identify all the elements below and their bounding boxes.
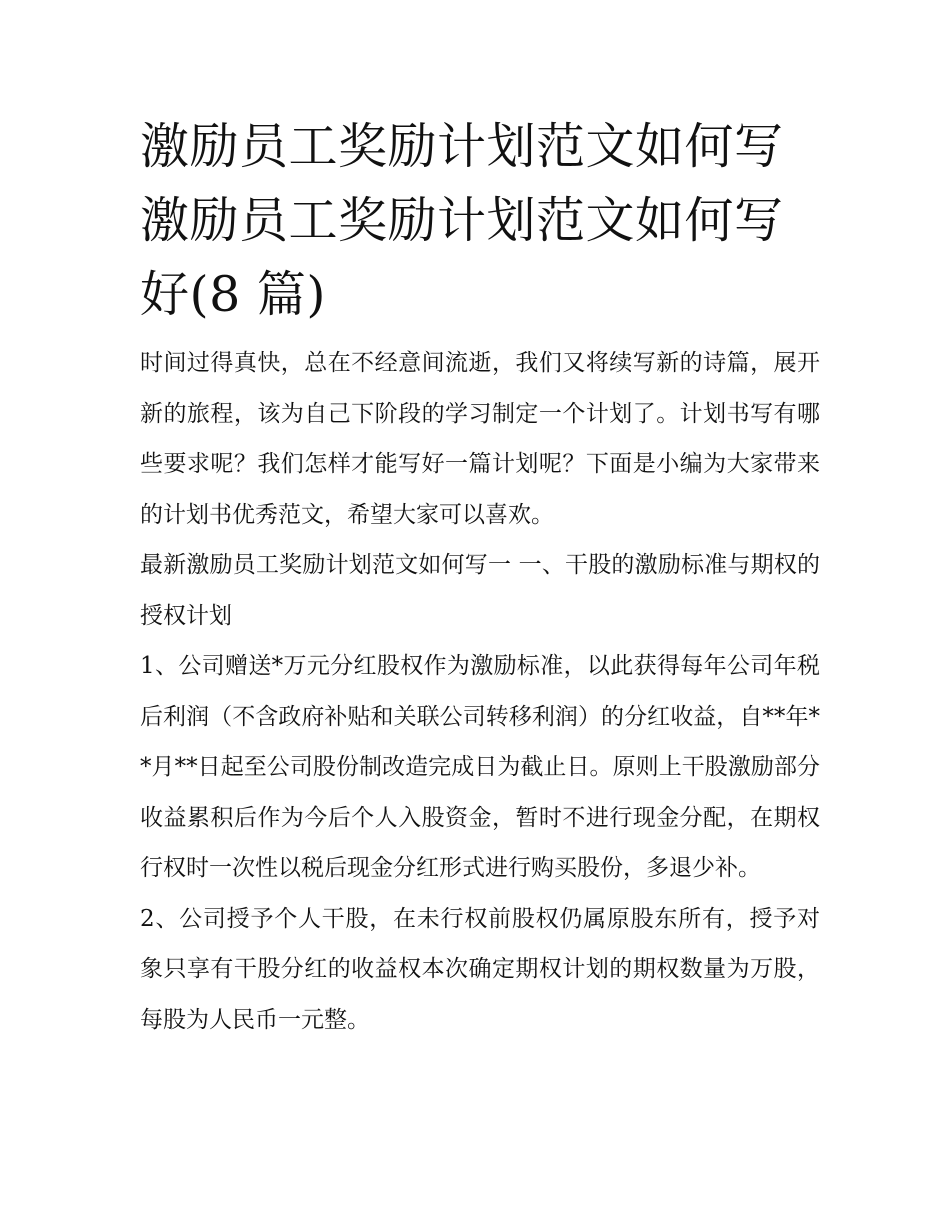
clause-2-paragraph: 2、公司授予个人干股，在未行权前股权仍属原股东所有，授予对象只享有干股分红的收益权本次确定期权计划的期权数量为万股，每股为人民币一元整。 [140,905,820,1033]
intro-paragraph: 时间过得真快，总在不经意间流逝，我们又将续写新的诗篇，展开新的旅程，该为自己下阶段的学习制定一个计划了。计划书写有哪些要求呢？我们怎样才能写好一篇计划呢？下面是小编为大家带来的计划书优秀范文，希望大家可以喜欢。 [140,350,820,528]
document-body [140,338,820,1045]
document-title [140,110,800,332]
title-line-1: 激励员工奖励计划范文如何写 [140,118,784,175]
title-line-3: 好(8 篇) [140,266,326,323]
document-page [140,110,820,1045]
title-line-2: 激励员工奖励计划范文如何写 [140,192,784,249]
section-heading-paragraph: 最新激励员工奖励计划范文如何写一 一、干股的激励标准与期权的授权计划 [140,552,820,629]
clause-1-paragraph: 1、公司赠送*万元分红股权作为激励标准，以此获得每年公司年税后利润（不含政府补贴和关联公司转移利润）的分红收益，自**年**月**日起至公司股份制改造完成日为截止日。原则上干股激励部分收益累积后作为今后个人入股资金，暂时不进行现金分配，在期权行权时一次性以税后现金分红形式进行购买股份，多退少补。 [140,653,820,881]
